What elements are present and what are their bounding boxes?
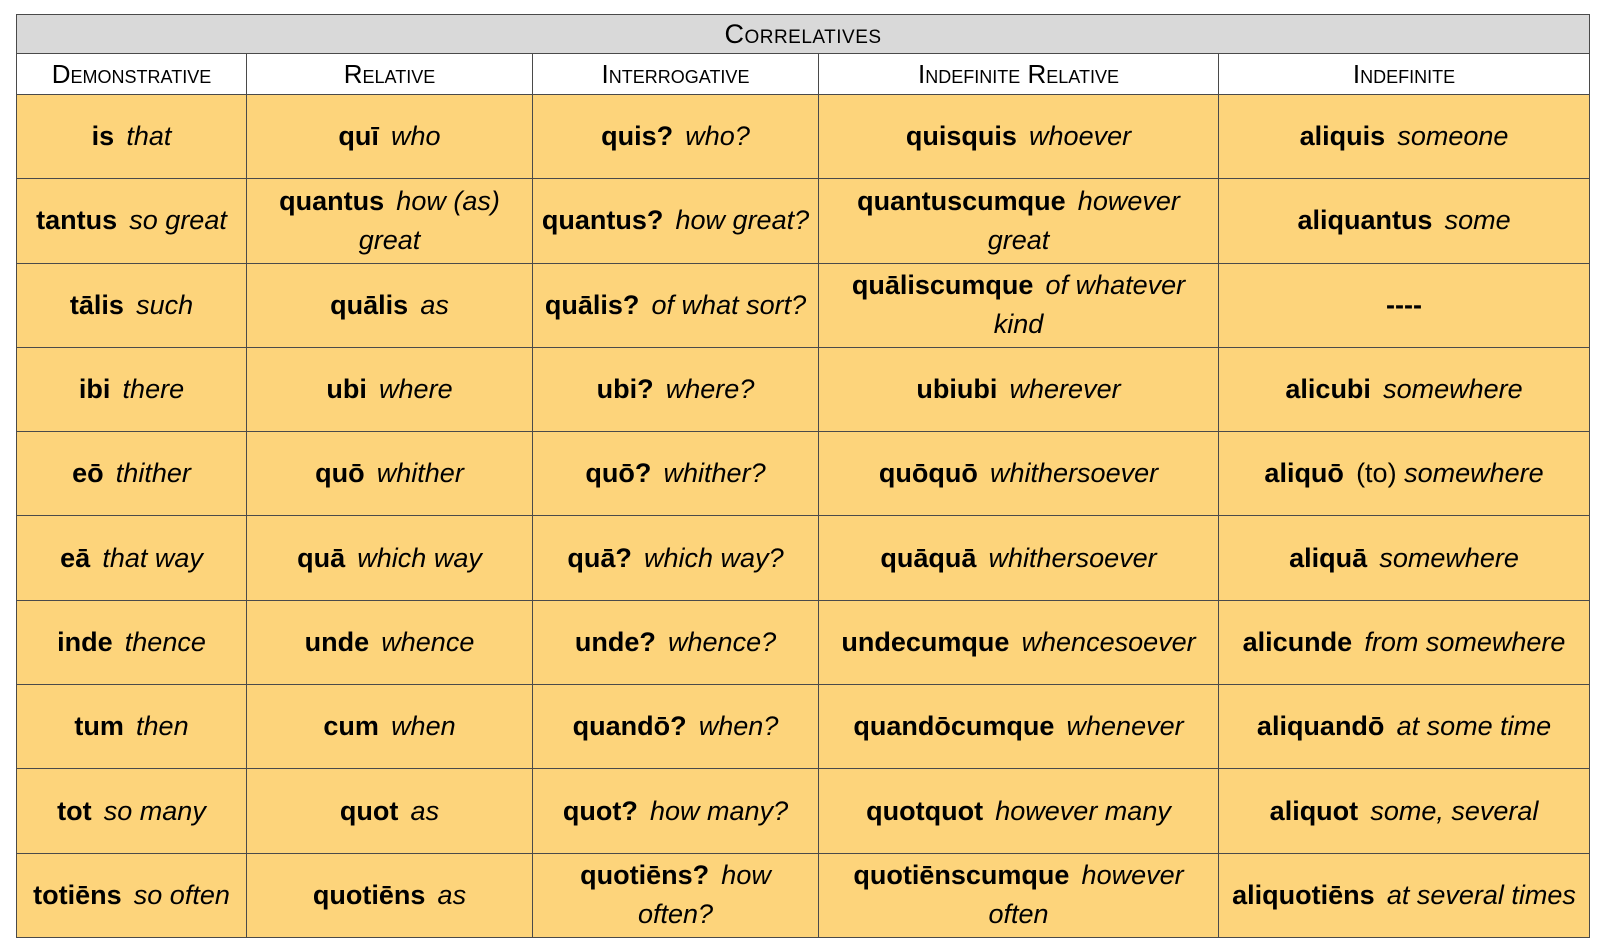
cell-relative — [247, 179, 533, 263]
latin-word: quī — [338, 121, 379, 152]
cell-demonstrative — [17, 600, 247, 684]
latin-word: quandō? — [572, 711, 687, 742]
header-row — [17, 54, 1590, 95]
title-row — [17, 15, 1590, 54]
latin-word: totiēns — [33, 879, 122, 910]
correlatives-table — [16, 14, 1590, 938]
english-meaning: whenever — [1066, 711, 1184, 742]
latin-word: alicunde — [1242, 626, 1353, 657]
column-header-indefinite-relative: Indefinite Relative — [819, 54, 1219, 95]
cell-indefinite — [1219, 432, 1590, 516]
latin-word: quō — [315, 458, 365, 489]
english-meaning: at several times — [1386, 879, 1576, 910]
english-meaning: some, several — [1370, 795, 1539, 826]
english-meaning: however many — [995, 795, 1171, 826]
cell-interrogative — [533, 769, 819, 853]
table-row — [17, 769, 1590, 853]
english-meaning: however great — [987, 185, 1180, 255]
english-meaning: whither — [376, 458, 464, 489]
english-meaning: as — [437, 879, 467, 910]
latin-word: quālis — [330, 289, 409, 320]
english-meaning: who? — [685, 121, 750, 152]
cell-demonstrative — [17, 853, 247, 937]
latin-word: ubi? — [596, 374, 654, 405]
latin-word: aliquis — [1299, 121, 1386, 152]
cell-relative — [247, 853, 533, 937]
column-header-relative: Relative — [247, 54, 533, 95]
cell-demonstrative — [17, 685, 247, 769]
cell-interrogative — [533, 600, 819, 684]
english-meaning: where? — [665, 374, 755, 405]
english-meaning: so great — [129, 205, 227, 236]
english-meaning: who — [391, 121, 441, 152]
cell-indefinite — [1219, 263, 1590, 347]
cell-demonstrative — [17, 263, 247, 347]
english-meaning: as — [410, 795, 440, 826]
english-meaning: how (as) great — [358, 185, 500, 255]
english-meaning: there — [122, 374, 185, 405]
table-title: Correlatives — [17, 15, 1590, 54]
cell-relative — [247, 263, 533, 347]
latin-word: quō? — [585, 458, 652, 489]
plain-note: (to) — [1356, 458, 1397, 489]
english-meaning: somewhere — [1379, 542, 1519, 573]
latin-word: aliquot — [1269, 795, 1359, 826]
latin-word: tālis — [69, 289, 124, 320]
cell-indefinite-relative — [819, 179, 1219, 263]
cell-indefinite — [1219, 600, 1590, 684]
latin-word: quantuscumque — [857, 185, 1066, 216]
column-header-demonstrative: Demonstrative — [17, 54, 247, 95]
table-row — [17, 516, 1590, 600]
latin-word: quā? — [567, 542, 632, 573]
table-row — [17, 685, 1590, 769]
cell-relative — [247, 95, 533, 179]
english-meaning: when — [391, 711, 456, 742]
english-meaning: so often — [133, 879, 230, 910]
latin-word: alicubi — [1285, 374, 1371, 405]
latin-word: aliquā — [1289, 542, 1368, 573]
latin-word: quōquō — [878, 458, 978, 489]
latin-word: ubi — [326, 374, 367, 405]
cell-indefinite-relative — [819, 263, 1219, 347]
latin-word: aliquō — [1264, 458, 1344, 489]
latin-word: quot — [339, 795, 399, 826]
latin-word: is — [91, 121, 115, 152]
latin-word: quandōcumque — [853, 711, 1055, 742]
latin-word: aliquantus — [1297, 205, 1433, 236]
cell-interrogative — [533, 432, 819, 516]
cell-relative — [247, 516, 533, 600]
cell-demonstrative — [17, 179, 247, 263]
cell-interrogative — [533, 179, 819, 263]
english-meaning: wherever — [1009, 374, 1121, 405]
cell-indefinite-relative — [819, 432, 1219, 516]
english-meaning: which way? — [644, 542, 784, 573]
cell-interrogative — [533, 95, 819, 179]
cell-demonstrative — [17, 432, 247, 516]
english-meaning: whoever — [1029, 121, 1132, 152]
column-header-interrogative: Interrogative — [533, 54, 819, 95]
latin-word: quā — [297, 542, 346, 573]
english-meaning: such — [136, 289, 194, 320]
cell-indefinite-relative — [819, 853, 1219, 937]
latin-word: quotiēns? — [580, 860, 710, 891]
latin-word: inde — [57, 626, 113, 657]
cell-demonstrative — [17, 769, 247, 853]
english-meaning: as — [420, 289, 449, 320]
cell-interrogative — [533, 347, 819, 431]
cell-relative — [247, 685, 533, 769]
latin-word: quotquot — [866, 795, 984, 826]
english-meaning: someone — [1397, 121, 1509, 152]
latin-word: unde? — [574, 626, 656, 657]
cell-interrogative — [533, 516, 819, 600]
cell-indefinite-relative — [819, 600, 1219, 684]
latin-word: ---- — [1386, 289, 1423, 320]
table-row — [17, 347, 1590, 431]
english-meaning: where — [379, 374, 453, 405]
english-meaning: of whatever kind — [993, 270, 1186, 340]
cell-indefinite-relative — [819, 95, 1219, 179]
cell-relative — [247, 769, 533, 853]
cell-indefinite — [1219, 769, 1590, 853]
english-meaning: somewhere — [1383, 374, 1523, 405]
cell-indefinite — [1219, 853, 1590, 937]
english-meaning: somewhere — [1404, 458, 1544, 489]
latin-word: ubiubi — [916, 374, 998, 405]
latin-word: aliquotiēns — [1232, 879, 1375, 910]
latin-word: undecumque — [841, 626, 1010, 657]
english-meaning: some — [1444, 205, 1511, 236]
english-meaning: however often — [988, 860, 1184, 930]
english-meaning: so many — [103, 795, 206, 826]
cell-demonstrative — [17, 516, 247, 600]
latin-word: quis? — [601, 121, 674, 152]
english-meaning: whithersoever — [988, 542, 1157, 573]
english-meaning: which way — [357, 542, 482, 573]
english-meaning: thither — [115, 458, 191, 489]
cell-indefinite-relative — [819, 516, 1219, 600]
latin-word: quantus — [279, 185, 385, 216]
table-row — [17, 263, 1590, 347]
english-meaning: whithersoever — [990, 458, 1159, 489]
table-body — [17, 95, 1590, 938]
cell-indefinite-relative — [819, 769, 1219, 853]
english-meaning: when? — [698, 711, 779, 742]
latin-word: aliquandō — [1256, 711, 1385, 742]
cell-indefinite — [1219, 516, 1590, 600]
english-meaning: that way — [102, 542, 203, 573]
latin-word: quisquis — [905, 121, 1017, 152]
cell-relative — [247, 600, 533, 684]
english-meaning: whence — [381, 626, 475, 657]
english-meaning: that — [126, 121, 172, 152]
latin-word: ibi — [78, 374, 111, 405]
cell-indefinite-relative — [819, 685, 1219, 769]
table-row — [17, 432, 1590, 516]
column-header-indefinite: Indefinite — [1219, 54, 1590, 95]
latin-word: quantus? — [541, 205, 664, 236]
table-row — [17, 600, 1590, 684]
english-meaning: at some time — [1396, 711, 1552, 742]
latin-word: tot — [57, 795, 92, 826]
english-meaning: of what sort? — [651, 289, 807, 320]
latin-word: quotiēns — [312, 879, 426, 910]
latin-word: cum — [323, 711, 379, 742]
latin-word: tum — [74, 711, 124, 742]
cell-interrogative — [533, 853, 819, 937]
latin-word: tantus — [36, 205, 118, 236]
cell-interrogative — [533, 263, 819, 347]
english-meaning: then — [136, 711, 189, 742]
english-meaning: whither? — [663, 458, 766, 489]
english-meaning: whence? — [668, 626, 777, 657]
english-meaning: how great? — [675, 205, 810, 236]
cell-demonstrative — [17, 95, 247, 179]
english-meaning: how often? — [637, 860, 771, 930]
latin-word: eō — [72, 458, 104, 489]
cell-interrogative — [533, 685, 819, 769]
cell-relative — [247, 347, 533, 431]
cell-indefinite — [1219, 179, 1590, 263]
cell-relative — [247, 432, 533, 516]
latin-word: quālis? — [544, 289, 640, 320]
latin-word: quotiēnscumque — [853, 860, 1070, 891]
english-meaning: how many? — [650, 795, 789, 826]
latin-word: quot? — [562, 795, 638, 826]
english-meaning: from somewhere — [1364, 626, 1566, 657]
english-meaning: thence — [124, 626, 206, 657]
latin-word: eā — [60, 542, 91, 573]
cell-indefinite — [1219, 685, 1590, 769]
table-row — [17, 95, 1590, 179]
cell-indefinite — [1219, 347, 1590, 431]
english-meaning: whencesoever — [1021, 626, 1196, 657]
cell-indefinite — [1219, 95, 1590, 179]
latin-word: quāquā — [880, 542, 977, 573]
table-row — [17, 179, 1590, 263]
latin-word: unde — [304, 626, 370, 657]
cell-indefinite-relative — [819, 347, 1219, 431]
latin-word: quāliscumque — [851, 270, 1034, 301]
table-row — [17, 853, 1590, 937]
cell-demonstrative — [17, 347, 247, 431]
